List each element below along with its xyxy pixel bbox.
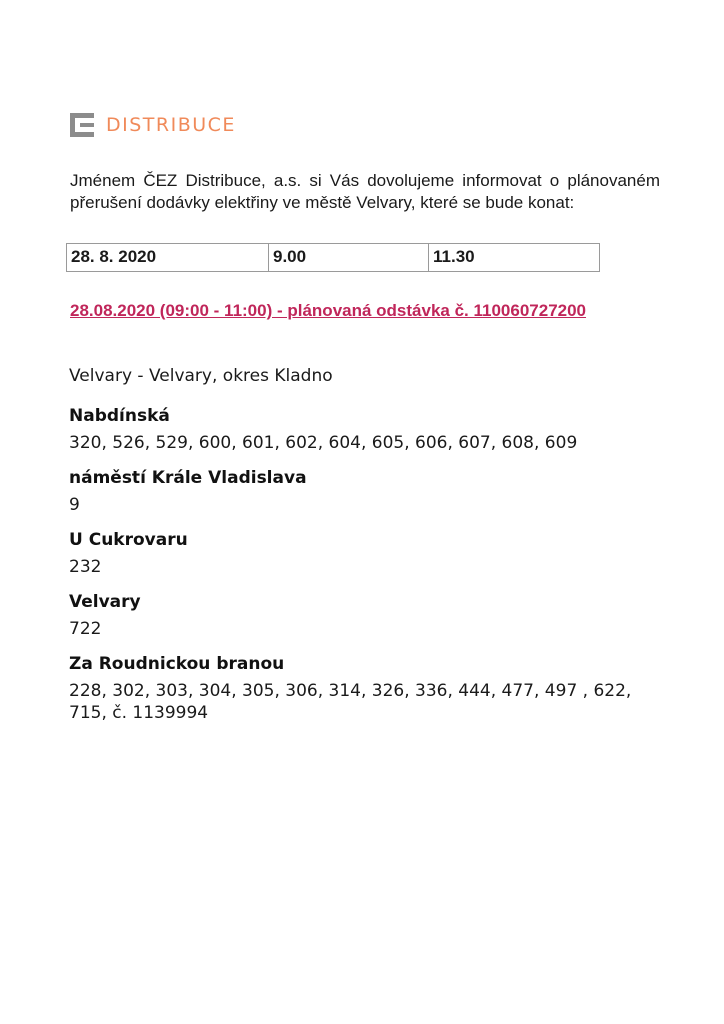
house-numbers: 320, 526, 529, 600, 601, 602, 604, 605, 606, 607, 608, 609 [69, 433, 578, 453]
location-heading: Velvary - Velvary, okres Kladno [69, 366, 333, 386]
street-name: Nabdínská [69, 406, 170, 426]
schedule-start-time: 9.00 [269, 244, 429, 271]
logo-text: DISTRIBUCE [106, 114, 236, 136]
street-name: náměstí Krále Vladislava [69, 468, 307, 488]
cez-logo-icon [70, 113, 94, 137]
schedule-end-time: 11.30 [433, 247, 475, 266]
cez-distribuce-logo [70, 113, 236, 137]
house-numbers: 232 [69, 557, 102, 577]
outage-notice: 28.08.2020 (09:00 - 11:00) - plánovaná odstávka č. 110060727200 [70, 301, 587, 320]
house-numbers: 228, 302, 303, 304, 305, 306, 314, 326, 336, 444, 477, 497 , 622, 715, č. 1139994 [69, 681, 632, 723]
affected-addresses [69, 366, 669, 738]
street-name: Za Roudnickou branou [69, 654, 285, 674]
street-name: Velvary [69, 592, 141, 612]
house-numbers: 9 [69, 495, 80, 515]
schedule-table [66, 243, 600, 272]
house-numbers: 722 [69, 619, 102, 639]
schedule-date: 28. 8. 2020 [67, 244, 269, 271]
street-name: U Cukrovaru [69, 530, 188, 550]
intro-paragraph: Jménem ČEZ Distribuce, a.s. si Vás dovolujeme informovat o plánovaném přerušení dodávky elektřiny ve městě Velvary, které se bude konat: [70, 171, 660, 212]
